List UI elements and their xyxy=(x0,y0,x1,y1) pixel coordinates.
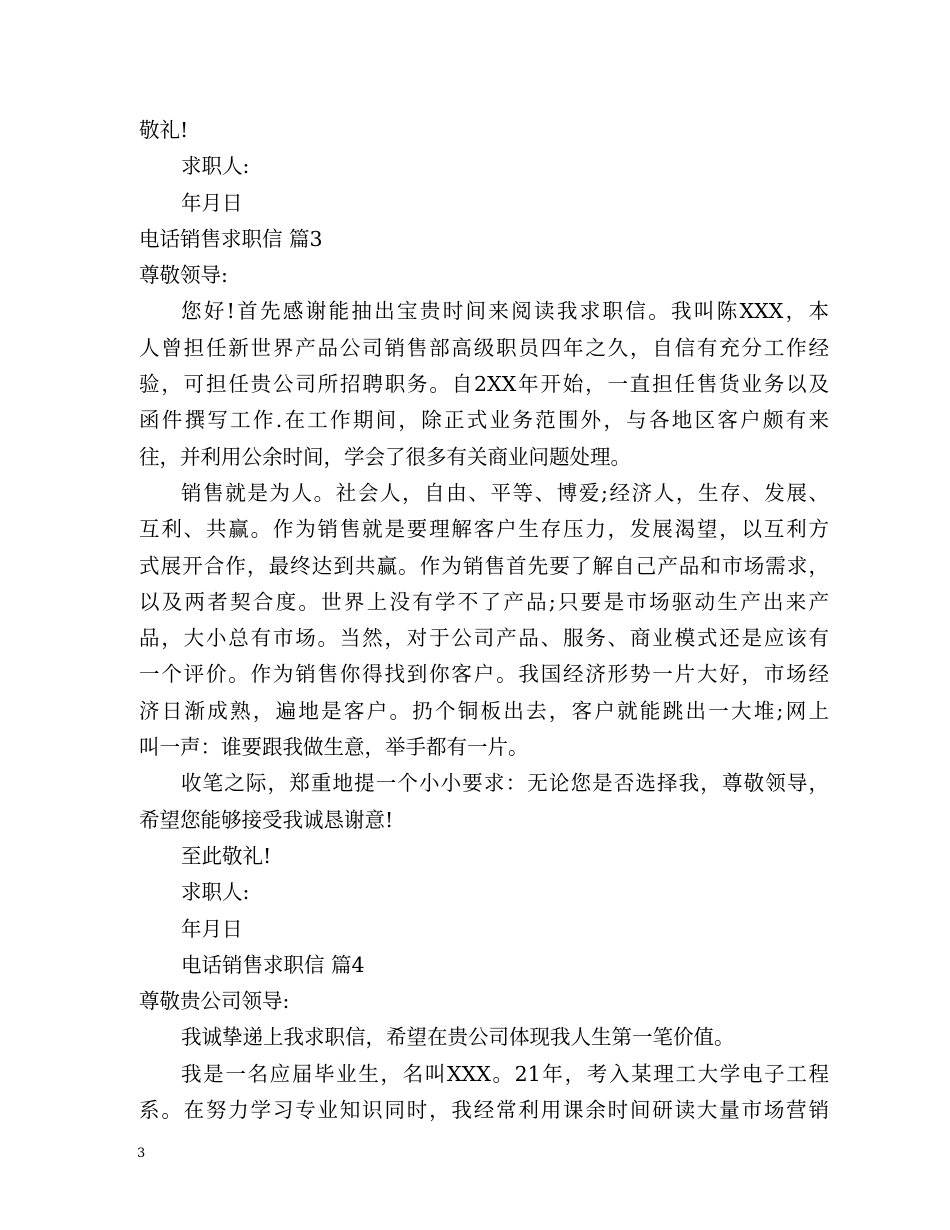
document-body xyxy=(139,112,829,1128)
paragraph-line: 互利、共赢。作为销售就是要理解客户生存压力，发展渴望，以互利方 xyxy=(139,517,829,542)
section-heading-4: 电话销售求职信 篇4 xyxy=(181,952,365,977)
greeting: 尊敬贵公司领导: xyxy=(139,989,290,1014)
paragraph-line: 您好!首先感谢能抽出宝贵时间来阅读我求职信。我叫陈XXX，本 xyxy=(181,299,829,324)
closing-salutation: 至此敬礼! xyxy=(181,843,272,868)
paragraph-line: 济日渐成熟，遍地是客户。扔个铜板出去，客户就能跳出一大堆;网上 xyxy=(139,698,829,723)
signature-applicant: 求职人: xyxy=(181,154,250,179)
paragraph-line: 叫一声：谁要跟我做生意，举手都有一片。 xyxy=(139,735,529,760)
page-number: 3 xyxy=(137,1146,146,1161)
paragraph-line: 函件撰写工作.在工作期间，除正式业务范围外，与各地区客户颇有来 xyxy=(139,408,829,433)
paragraph-line: 系。在努力学习专业知识同时，我经常利用课余时间研读大量市场营销 xyxy=(139,1098,829,1123)
paragraph-line: 品，大小总有市场。当然，对于公司产品、服务、商业模式还是应该有 xyxy=(139,626,829,651)
paragraph-line: 一个评价。作为销售你得找到你客户。我国经济形势一片大好，市场经 xyxy=(139,662,829,687)
paragraph-line: 销售就是为人。社会人，自由、平等、博爱;经济人，生存、发展、 xyxy=(181,480,829,505)
paragraph-line: 以及两者契合度。世界上没有学不了产品;只要是市场驱动生产出来产 xyxy=(139,589,829,614)
paragraph-line: 往，并利用公余时间，学会了很多有关商业问题处理。 xyxy=(139,444,631,469)
closing-salutation: 敬礼! xyxy=(139,118,189,142)
signature-date: 年月日 xyxy=(181,916,243,941)
paragraph-line: 人曾担任新世界产品公司销售部高级职员四年之久，自信有充分工作经 xyxy=(139,335,829,360)
section-heading-3: 电话销售求职信 篇3 xyxy=(139,226,323,251)
signature-date: 年月日 xyxy=(181,190,243,215)
paragraph-line: 验，可担任贵公司所招聘职务。自2XX年开始，一直担任售货业务以及 xyxy=(139,372,829,397)
paragraph-line: 式展开合作，最终达到共赢。作为销售首先要了解自己产品和市场需求， xyxy=(139,553,829,578)
paragraph-line: 我是一名应届毕业生，名叫XXX。21年，考入某理工大学电子工程 xyxy=(181,1061,829,1086)
greeting: 尊敬领导: xyxy=(139,263,228,288)
signature-applicant: 求职人: xyxy=(181,880,250,905)
paragraph-line: 希望您能够接受我诚恳谢意! xyxy=(139,807,394,832)
paragraph-line: 我诚挚递上我求职信，希望在贵公司体现我人生第一笔价值。 xyxy=(181,1025,735,1050)
paragraph-line: 收笔之际，郑重地提一个小小要求：无论您是否选择我，尊敬领导， xyxy=(181,771,829,796)
